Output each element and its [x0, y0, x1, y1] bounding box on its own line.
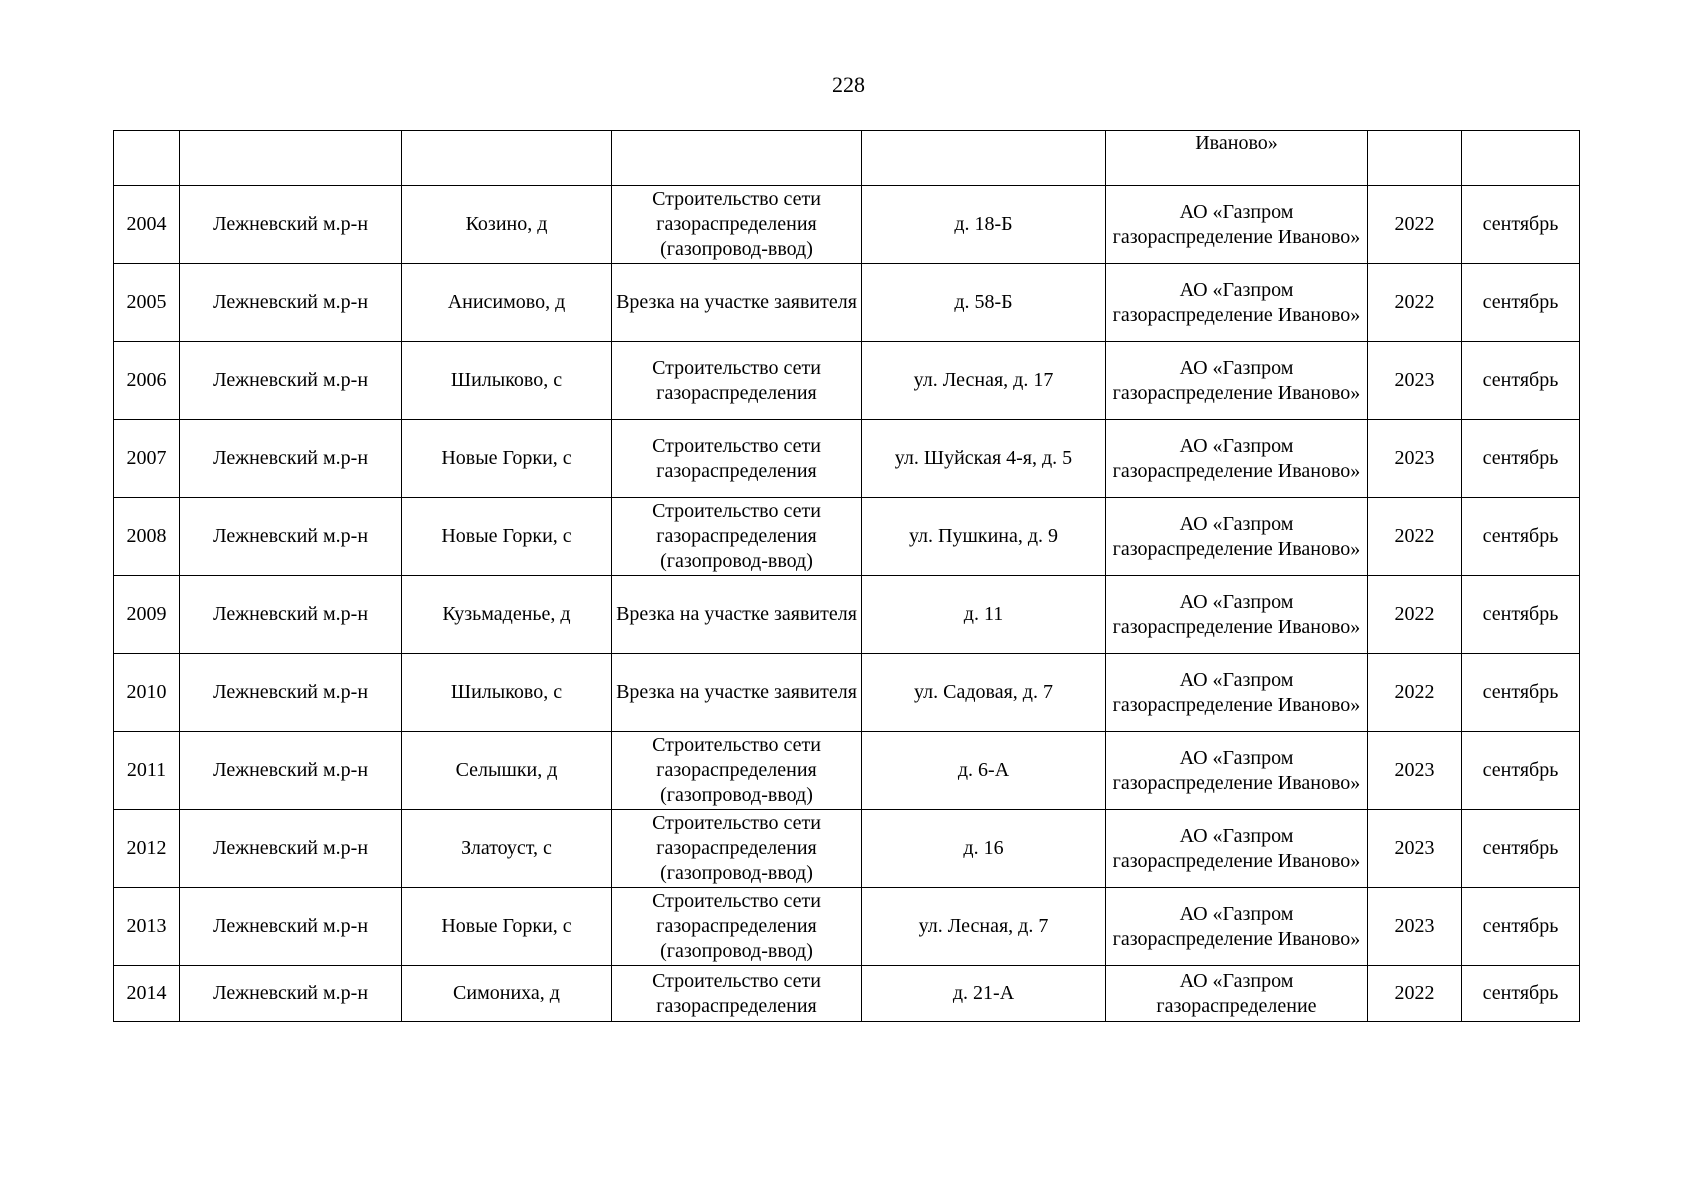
cell-work: Строительство сети газораспределения (газопровод-ввод) — [612, 810, 862, 888]
cell-month: сентябрь — [1462, 732, 1580, 810]
cell-organization: АО «Газпром газораспределение Иваново» — [1106, 264, 1368, 342]
cell-district: Лежневский м.р-н — [180, 342, 402, 420]
cell-num: 2006 — [114, 342, 180, 420]
cell-month: сентябрь — [1462, 186, 1580, 264]
cell-num: 2005 — [114, 264, 180, 342]
table-row — [114, 654, 1580, 732]
cell-locality: Симониха, д — [402, 966, 612, 1022]
cell-organization: АО «Газпром газораспределение Иваново» — [1106, 576, 1368, 654]
cell-work: Строительство сети газораспределения (газопровод-ввод) — [612, 186, 862, 264]
cell-address: д. 11 — [862, 576, 1106, 654]
cell-locality — [402, 131, 612, 186]
cell-year: 2023 — [1368, 810, 1462, 888]
cell-num: 2007 — [114, 420, 180, 498]
table-row — [114, 186, 1580, 264]
cell-month — [1462, 131, 1580, 186]
cell-month: сентябрь — [1462, 498, 1580, 576]
cell-num: 2008 — [114, 498, 180, 576]
cell-organization: АО «Газпром газораспределение Иваново» — [1106, 888, 1368, 966]
cell-month: сентябрь — [1462, 264, 1580, 342]
table-row — [114, 888, 1580, 966]
cell-year: 2023 — [1368, 732, 1462, 810]
cell-year: 2022 — [1368, 498, 1462, 576]
cell-year: 2023 — [1368, 888, 1462, 966]
cell-locality: Шилыково, с — [402, 654, 612, 732]
cell-locality: Селышки, д — [402, 732, 612, 810]
cell-num: 2012 — [114, 810, 180, 888]
cell-organization: АО «Газпром газораспределение Иваново» — [1106, 498, 1368, 576]
cell-work: Врезка на участке заявителя — [612, 264, 862, 342]
cell-organization: Иваново» — [1106, 131, 1368, 186]
cell-year: 2022 — [1368, 264, 1462, 342]
cell-month: сентябрь — [1462, 654, 1580, 732]
cell-num — [114, 131, 180, 186]
cell-month: сентябрь — [1462, 576, 1580, 654]
cell-work: Строительство сети газораспределения (газопровод-ввод) — [612, 888, 862, 966]
cell-address: д. 6-А — [862, 732, 1106, 810]
cell-work: Строительство сети газораспределения — [612, 420, 862, 498]
cell-address: ул. Лесная, д. 17 — [862, 342, 1106, 420]
cell-organization: АО «Газпром газораспределение Иваново» — [1106, 810, 1368, 888]
cell-year — [1368, 131, 1462, 186]
cell-year: 2022 — [1368, 654, 1462, 732]
cell-num: 2009 — [114, 576, 180, 654]
cell-work: Строительство сети газораспределения — [612, 966, 862, 1022]
cell-locality: Новые Горки, с — [402, 888, 612, 966]
table-row — [114, 810, 1580, 888]
cell-district: Лежневский м.р-н — [180, 888, 402, 966]
table-row — [114, 966, 1580, 1022]
table-row — [114, 420, 1580, 498]
table-row — [114, 342, 1580, 420]
cell-locality: Новые Горки, с — [402, 498, 612, 576]
cell-work: Строительство сети газораспределения (газопровод-ввод) — [612, 498, 862, 576]
cell-district: Лежневский м.р-н — [180, 498, 402, 576]
cell-work — [612, 131, 862, 186]
cell-organization: АО «Газпром газораспределение — [1106, 966, 1368, 1022]
table-row — [114, 576, 1580, 654]
cell-district: Лежневский м.р-н — [180, 186, 402, 264]
cell-address: ул. Лесная, д. 7 — [862, 888, 1106, 966]
cell-locality: Шилыково, с — [402, 342, 612, 420]
cell-year: 2023 — [1368, 420, 1462, 498]
gas-connection-table — [113, 130, 1580, 1022]
cell-address: ул. Шуйская 4-я, д. 5 — [862, 420, 1106, 498]
page-number: 228 — [832, 72, 865, 97]
cell-month: сентябрь — [1462, 810, 1580, 888]
cell-address: ул. Садовая, д. 7 — [862, 654, 1106, 732]
cell-locality: Кузьмаденье, д — [402, 576, 612, 654]
cell-organization: АО «Газпром газораспределение Иваново» — [1106, 420, 1368, 498]
cell-locality: Козино, д — [402, 186, 612, 264]
cell-organization: АО «Газпром газораспределение Иваново» — [1106, 186, 1368, 264]
cell-month: сентябрь — [1462, 966, 1580, 1022]
cell-organization: АО «Газпром газораспределение Иваново» — [1106, 342, 1368, 420]
cell-district — [180, 131, 402, 186]
cell-district: Лежневский м.р-н — [180, 810, 402, 888]
cell-district: Лежневский м.р-н — [180, 576, 402, 654]
cell-organization: АО «Газпром газораспределение Иваново» — [1106, 732, 1368, 810]
table-row — [114, 732, 1580, 810]
cell-address — [862, 131, 1106, 186]
cell-work: Строительство сети газораспределения — [612, 342, 862, 420]
cell-locality: Златоуст, с — [402, 810, 612, 888]
cell-num: 2011 — [114, 732, 180, 810]
cell-address: д. 16 — [862, 810, 1106, 888]
cell-num: 2010 — [114, 654, 180, 732]
cell-month: сентябрь — [1462, 342, 1580, 420]
cell-district: Лежневский м.р-н — [180, 264, 402, 342]
cell-locality: Новые Горки, с — [402, 420, 612, 498]
cell-month: сентябрь — [1462, 420, 1580, 498]
cell-locality: Анисимово, д — [402, 264, 612, 342]
cell-year: 2022 — [1368, 576, 1462, 654]
cell-address: д. 58-Б — [862, 264, 1106, 342]
cell-year: 2022 — [1368, 186, 1462, 264]
cell-district: Лежневский м.р-н — [180, 420, 402, 498]
cell-work: Врезка на участке заявителя — [612, 576, 862, 654]
cell-month: сентябрь — [1462, 888, 1580, 966]
cell-year: 2022 — [1368, 966, 1462, 1022]
table-row — [114, 498, 1580, 576]
cell-num: 2004 — [114, 186, 180, 264]
table-row — [114, 264, 1580, 342]
cell-num: 2013 — [114, 888, 180, 966]
cell-year: 2023 — [1368, 342, 1462, 420]
cell-num: 2014 — [114, 966, 180, 1022]
cell-address: д. 18-Б — [862, 186, 1106, 264]
cell-district: Лежневский м.р-н — [180, 654, 402, 732]
cell-work: Врезка на участке заявителя — [612, 654, 862, 732]
cell-district: Лежневский м.р-н — [180, 966, 402, 1022]
table-row-continuation — [114, 131, 1580, 186]
cell-address: д. 21-А — [862, 966, 1106, 1022]
cell-district: Лежневский м.р-н — [180, 732, 402, 810]
cell-address: ул. Пушкина, д. 9 — [862, 498, 1106, 576]
cell-organization: АО «Газпром газораспределение Иваново» — [1106, 654, 1368, 732]
cell-work: Строительство сети газораспределения (газопровод-ввод) — [612, 732, 862, 810]
